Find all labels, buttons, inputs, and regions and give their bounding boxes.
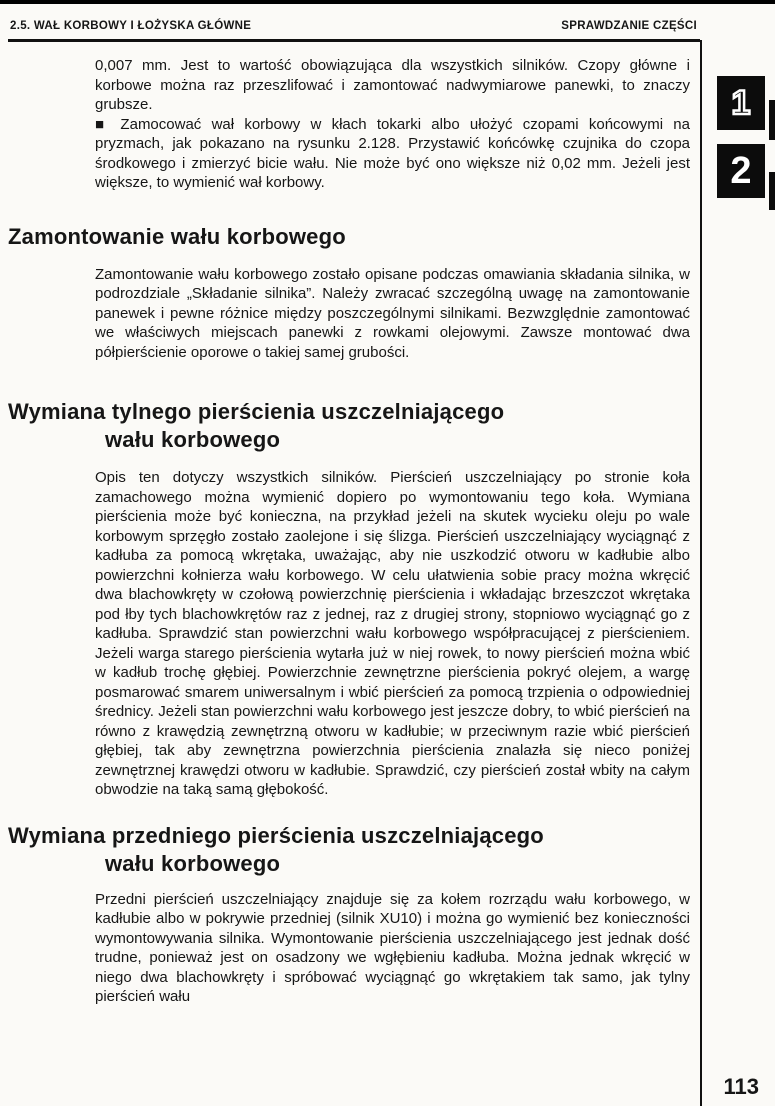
section-wymiana-przedniego-pierscienia	[8, 822, 690, 1007]
right-margin-line	[700, 40, 702, 1106]
section-heading-line1: Zamontowanie wału korbowego	[8, 223, 346, 249]
page-header	[0, 4, 775, 39]
section-heading-line2: wału korbowego	[105, 427, 281, 452]
section-body: Opis ten dotyczy wszystkich silników. Pierścień uszczelniający po stronie koła zamachowego można wymienić dopiero po wymontowaniu tego koła. Wymiana pierścienia może być konieczna, na przykład jeżeli na skutek wycieku oleju po wale korbowym sprzęgło zostało zaolejone i się ślizga. Pierścień uszczelniający wyciągnąć z kadłuba za pomocą wkrętaka, uważając, aby nie uszkodzić otworu w kadłubie albo powierzchni kołnierza wału korbowego. W celu ułatwienia sobie pracy można wkręcić dwa blachowkręty w czołową powierzchnię pierścienia i wkładając brzeszczot wkrętaka pod łby tych blachowkrętów raz z jednej, raz z drugiej strony, stopniowo wyciągnąć go z kadłuba. Sprawdzić stan powierzchni wału korbowego współpracującej z pierścieniem. Jeżeli warga starego pierścienia wytarła już w niej rowek, to nowy pierścień można wbić w kadłub trochę głębiej. Powierzchnie zewnętrzne pierścienia pokryć olejem, a wargę posmarować smarem uniwersalnym i wbić pierścień za pomocą trzpienia o odpowiedniej średnicy. Jeżeli stan powierzchni wału korbowego jest jeszcze dobry, to wbić pierścień na równo z krawędzią zewnętrzną otworu w kadłubie; w przeciwnym razie wbić pierścień głębiej, tak aby zewnętrzna powierzchnia pierścienia znalazła się nieco poniżej zewnętrznej krawędzi otworu w kadłubie. Sprawdzić, czy pierścień został wbity na całym obwodzie na taką samą głębokość.	[95, 469, 690, 798]
section-heading	[8, 398, 690, 454]
section-zamontowanie-walu	[8, 223, 690, 363]
side-tab-1	[717, 76, 765, 130]
page-content	[0, 56, 775, 1007]
section-body: Przedni pierścień uszczelniający znajduje się za kołem rozrządu wału korbowego, w kadłubie albo w pokrywie przedniej (silnik XU10) i można go wymienić bez konieczności wymontowywania silnika. Wymontowanie pierścienia uszczelniającego jest jednak dość trudne, ponieważ jest on osadzony we wgłębieniu kadłuba. Można jednak wkręcić w niego dwa blachowkręty i spróbować wyciągnąć go wkrętakiem tak samo, jak tylny pierścień wału	[95, 890, 690, 1005]
page-edge-mark	[769, 100, 775, 140]
header-chapter-title: SPRAWDZANIE CZĘŚCI	[561, 20, 697, 32]
bullet-paragraph: ■ Zamocować wał korbowy w kłach tokarki albo ułożyć czopami końcowymi na pryzmach, jak pokazano na rysunku 2.128. Przystawić końcówkę czujnika do czopa środkowego i zmierzyć bicie wału. Nie może być ono większe niż 0,02 mm. Jeżeli jest większe, to wymienić wał korbowy.	[95, 115, 690, 191]
section-heading-line1: Wymiana tylnego pierścienia uszczelniającego	[8, 399, 505, 424]
tab-1-label: 1	[731, 84, 751, 122]
header-section-title: 2.5. WAŁ KORBOWY I ŁOŻYSKA GŁÓWNE	[10, 20, 252, 32]
tab-2-label: 2	[730, 150, 752, 192]
section-heading	[8, 822, 690, 878]
page-edge-mark	[769, 172, 775, 210]
section-heading-line2: wału korbowego	[105, 850, 281, 876]
side-tab-2	[717, 144, 765, 198]
header-rule	[8, 39, 700, 42]
section-wymiana-tylnego-pierscienia	[8, 398, 690, 800]
section-heading	[8, 223, 690, 251]
section-heading-line1: Wymiana przedniego pierścienia uszczelniającego	[8, 822, 544, 848]
intro-paragraph: 0,007 mm. Jest to wartość obowiązująca dla wszystkich silników. Czopy główne i korbowe można raz przeszlifować i zamontować nadwymiarowe panewki, to znaczy grubsze.	[95, 57, 690, 113]
section-body: Zamontowanie wału korbowego zostało opisane podczas omawiania składania silnika, w podrozdziale „Składanie silnika”. Należy zwracać szczególną uwagę na zamontowanie panewek i pewne różnice między poszczególnymi silnikami. Bezwzględnie zamontować we właściwych miejscach panewki z rowkami olejowymi. Zawsze montować dwa półpierścienie oporowe o takiej samej grubości.	[95, 265, 690, 361]
page-number: 113	[723, 1074, 759, 1099]
